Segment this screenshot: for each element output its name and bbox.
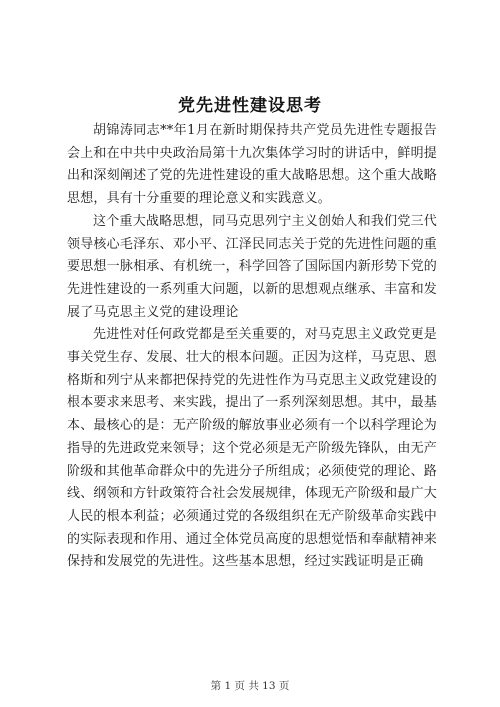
paragraph-1: 胡锦涛同志**年1月在新时期保持共产党员先进性专题报告会上和在中共中央政治局第十九次集体学习时的讲话中，鲜明提出和深刻阐述了党的先进性建设的重大战略思想。这个重大战略思想，具有十分重要的理论意义和实践意义。 xyxy=(67,123,437,207)
paragraph-2: 这个重大战略思想，同马克思列宁主义创始人和我们党三代领导核心毛泽东、邓小平、江泽民同志关于党的先进性问题的重要思想一脉相承、有机统一，科学回答了国际国内新形势下党的先进性建设的一系列重大问题，以新的思想观点继承、丰富和发展了马克思主义党的建设理论 xyxy=(67,213,437,320)
page-number-footer: 第 1 页 共 13 页 xyxy=(210,680,290,692)
paragraph-3: 先进性对任何政党都是至关重要的，对马克思主义政党更是事关党生存、发展、壮大的根本问题。正因为这样，马克思、恩格斯和列宁从来都把保持党的先进性作为马克思主义政党建设的根本要求来思考、来实践，提出了一系列深刻思想。其中，最基本、最核心的是：无产阶级的解放事业必须有一个以科学理论为指导的先进政党来领导；这个党必须是无产阶级先锋队，由无产阶级和其他革命群众中的先进分子所组成；必须使党的理论、路线、纲领和方针政策符合社会发展规律，体现无产阶级和最广大人民的根本利益；必须通过党的各级组织在无产阶级革命实践中的实际表现和作用、通过全体党员高度的思想觉悟和奉献精神来保持和发展党的先进性。这些基本思想，经过实践证明是正确 xyxy=(67,327,437,570)
document-body xyxy=(67,120,437,574)
document-title: 党先进性建设思考 xyxy=(178,96,322,116)
